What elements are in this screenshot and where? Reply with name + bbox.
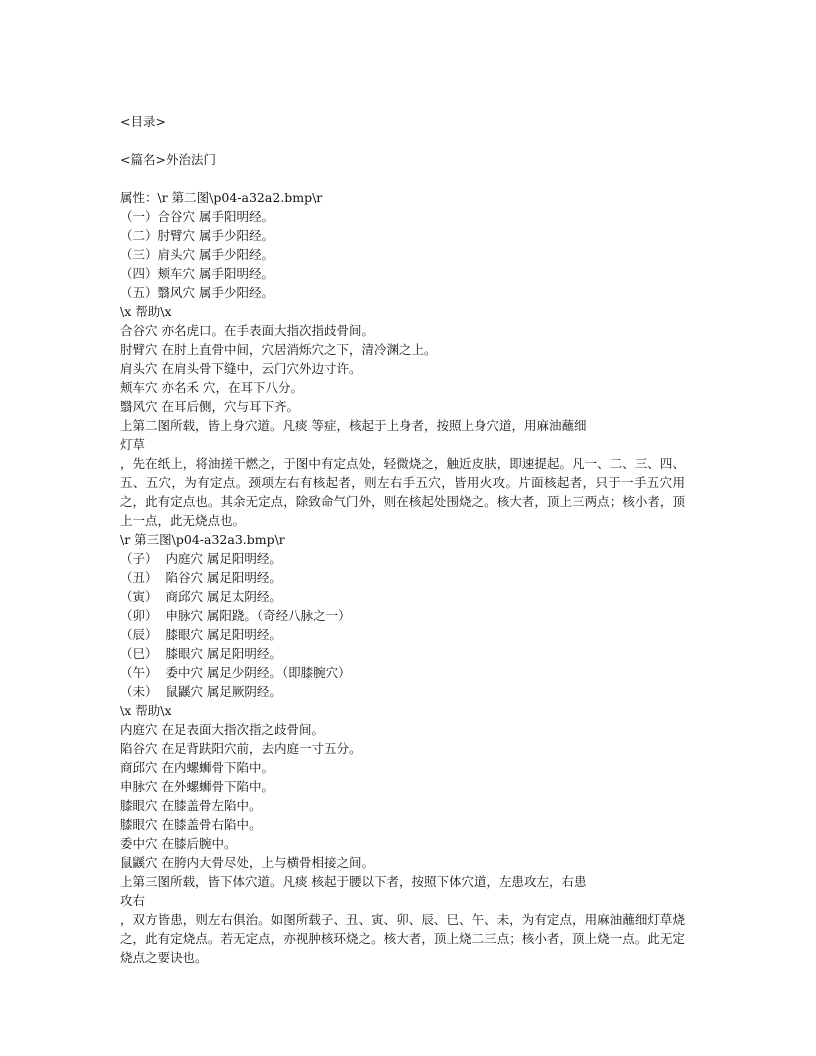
fig3-note: 内庭穴 在足表面大指次指之歧骨间。 <box>120 722 324 737</box>
fig2-note: 合谷穴 亦名虎口。在手表面大指次指歧骨间。 <box>120 323 374 338</box>
fig2-summary-head: 上第二图所载，皆上身穴道。凡痰 等症，核起于上身者，按照上身穴道，用麻油蘸细 <box>120 418 587 433</box>
fig3-note: 申脉穴 在外螺蛳骨下陷中。 <box>120 779 274 794</box>
fig3-point: （午） 委中穴 属足少阴经。（即膝腕穴） <box>120 665 351 680</box>
attribute-line: 属性：\r 第二图\p04-a32a2.bmp\r <box>120 190 323 205</box>
fig3-note: 商邱穴 在内螺蛳骨下陷中。 <box>120 760 274 775</box>
fig3-point: （巳） 膝眼穴 属足阳明经。 <box>120 646 282 661</box>
fig3-point: （子） 内庭穴 属足阳明经。 <box>120 551 282 566</box>
fig2-point: （二）肘臂穴 属手少阳经。 <box>120 228 274 243</box>
fig2-point: （一）合谷穴 属手阳明经。 <box>120 209 274 224</box>
fig2-point: （五）翳风穴 属手少阳经。 <box>120 285 274 300</box>
fig2-note: 肘臂穴 在肘上直骨中间，穴居消烁穴之下，清冷渊之上。 <box>120 342 437 357</box>
fig2-point: （四）颊车穴 属手阳明经。 <box>120 266 274 281</box>
fig3-point: （寅） 商邱穴 属足太阴经。 <box>120 589 282 604</box>
spacer <box>120 169 685 188</box>
fig3-point: （未） 鼠鼷穴 属足厥阴经。 <box>120 684 282 699</box>
fig3-note: 鼠鼷穴 在胯内大骨尽处，上与横骨相接之间。 <box>120 855 374 870</box>
spacer <box>120 131 685 150</box>
chapter-title: <篇名>外治法门 <box>120 152 216 167</box>
fig2-point: （三）肩头穴 属手少阳经。 <box>120 247 274 262</box>
fig2-summary-body: ，先在纸上，将油搓干燃之，于图中有定点处，轻微烧之，触近皮肤，即速提起。凡一、二、三、四、五、五穴，为有定点。颈项左右有核起者，则左右手五穴，皆用火攻。片面核起者，只于一手五穴用之，此有定点也。其余无定点，除致命气门外，则在核起处围烧之。核大者，顶上三两点；核小者，顶上一点，此无烧点也。 <box>120 456 685 528</box>
fig3-point: （卯） 申脉穴 属阳跷。（奇经八脉之一） <box>120 608 351 623</box>
fig3-note: 膝眼穴 在膝盖骨右陷中。 <box>120 817 262 832</box>
fig3-summary-body: ，双方皆患，则左右俱治。如图所载子、丑、寅、卯、辰、巳、午、未，为有定点，用麻油蘸细灯草烧之，此有定烧点。若无定点，亦视肿核环烧之。核大者，顶上烧二三点；核小者，顶上烧一点。此无定烧点之要诀也。 <box>120 912 685 965</box>
fig2-summary-word: 灯草 <box>120 437 146 452</box>
fig3-note: 陷谷穴 在足背趺阳穴前，去内庭一寸五分。 <box>120 741 362 756</box>
fig3-summary-word: 攻右 <box>120 893 146 908</box>
toc-label: <目录> <box>120 114 166 129</box>
fig3-note: 膝眼穴 在膝盖骨左陷中。 <box>120 798 262 813</box>
fig2-note: 颊车穴 亦名禾 穴，在耳下八分。 <box>120 380 303 395</box>
fig3-summary-head: 上第三图所载，皆下体穴道。凡痰 核起于腰以下者，按照下体穴道，左患攻左，右患 <box>120 874 587 889</box>
fig3-point: （辰） 膝眼穴 属足阳明经。 <box>120 627 282 642</box>
fig3-figure-line: \r 第三图\p04-a32a3.bmp\r <box>120 532 285 547</box>
help-label: \x 帮助\x <box>120 304 172 319</box>
fig2-note: 翳风穴 在耳后侧，穴与耳下齐。 <box>120 399 299 414</box>
fig3-point: （丑） 陷谷穴 属足阳明经。 <box>120 570 282 585</box>
document-page <box>120 112 685 967</box>
fig3-note: 委中穴 在膝后腕中。 <box>120 836 237 851</box>
help-label: \x 帮助\x <box>120 703 172 718</box>
fig2-note: 肩头穴 在肩头骨下缝中，云门穴外边寸许。 <box>120 361 362 376</box>
